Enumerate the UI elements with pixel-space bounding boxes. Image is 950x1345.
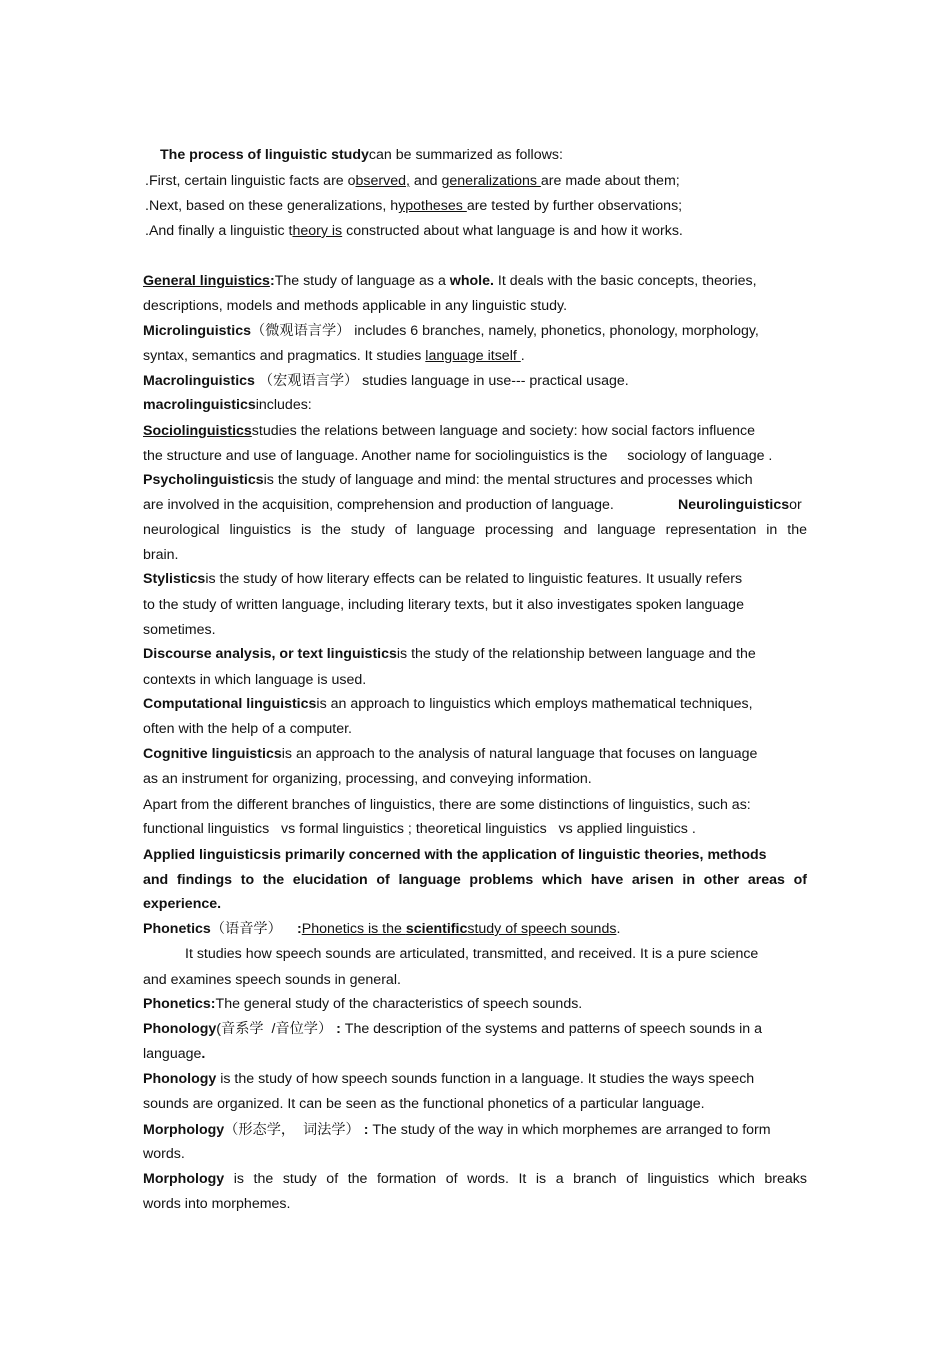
sociolinguistics-line-2: the structure and use of language. Another name for sociolinguistics is the sociology of language . xyxy=(143,448,773,464)
macrolinguistics-term: Macrolinguistics xyxy=(143,373,255,389)
applied-linguistics-line-1: Applied linguisticsis primarily concerned with the application of linguistic theories, methods xyxy=(143,847,767,863)
phonology-line-1: Phonology(音系学 /音位学） : The description of the systems and patterns of speech sounds in a xyxy=(143,1021,762,1037)
stylistics-line-2: to the study of written language, including literary texts, but it also investigates spoken language xyxy=(143,597,744,613)
morphology-term-2: Morphology xyxy=(143,1171,225,1187)
intro-heading-line: The process of linguistic studycan be summarized as follows: xyxy=(160,147,563,163)
phonology-line-2: language. xyxy=(143,1046,206,1062)
microlinguistics-term: Microlinguistics xyxy=(143,323,251,339)
microlinguistics-line-1: Microlinguistics（微观语言学） includes 6 branches, namely, phonetics, phonology, morphology, xyxy=(143,323,759,339)
phonetics-line-3: and examines speech sounds in general. xyxy=(143,972,401,988)
intro-step-3: .And finally a linguistic theory is constructed about what language is and how it works. xyxy=(145,223,683,239)
cognitive-linguistics-line-1: Cognitive linguisticsis an approach to the analysis of natural language that focuses on language xyxy=(143,746,758,762)
computational-linguistics-term: Computational linguistics xyxy=(143,696,317,712)
stylistics-line-3: sometimes. xyxy=(143,622,216,638)
cognitive-linguistics-term: Cognitive linguistics xyxy=(143,746,282,762)
phonology-line-4: sounds are organized. It can be seen as the functional phonetics of a particular language. xyxy=(143,1096,705,1112)
psycholinguistics-line-3: neurological linguistics is the study of language processing and language representation in the xyxy=(143,522,807,538)
stylistics-term: Stylistics xyxy=(143,571,206,587)
morphology-line-3: Morphology is the study of the formation of words. It is a branch of linguistics which breaks xyxy=(143,1171,807,1187)
stylistics-line-1: Stylisticsis the study of how literary effects can be related to linguistic features. It usually refers xyxy=(143,571,743,587)
discourse-analysis-line-2: contexts in which language is used. xyxy=(143,672,367,688)
discourse-analysis-term: Discourse analysis, or text linguistics xyxy=(143,646,397,662)
sociolinguistics-term: Sociolinguistics xyxy=(143,423,252,439)
general-linguistics-line-2: descriptions, models and methods applicable in any linguistic study. xyxy=(143,298,568,314)
intro-heading: The process of linguistic study xyxy=(160,147,369,163)
morphology-line-4: words into morphemes. xyxy=(143,1196,291,1212)
psycholinguistics-term: Psycholinguistics xyxy=(143,472,264,488)
phonetics-line-1: Phonetics（语音学） :Phonetics is the scientificstudy of speech sounds. xyxy=(143,921,621,937)
phonetics-term: Phonetics xyxy=(143,921,211,937)
intro-step-2: .Next, based on these generalizations, hypotheses are tested by further observations; xyxy=(145,198,683,214)
phonology-term: Phonology xyxy=(143,1021,217,1037)
applied-linguistics-term: Applied linguistics xyxy=(143,847,270,863)
distinctions-line-1: Apart from the different branches of linguistics, there are some distinctions of linguistics, such as: xyxy=(143,797,751,813)
morphology-line-2: words. xyxy=(143,1146,185,1162)
computational-linguistics-line-1: Computational linguisticsis an approach to linguistics which employs mathematical techniques, xyxy=(143,696,753,712)
phonology-term-2: Phonology xyxy=(143,1071,217,1087)
psycholinguistics-line-2: are involved in the acquisition, comprehension and production of language. Neurolinguisticsor xyxy=(143,497,802,513)
general-linguistics-line-1: General linguistics:The study of language as a whole. It deals with the basic concepts, theories, xyxy=(143,273,757,289)
intro-step-1: .First, certain linguistic facts are observed, and generalizations are made about them; xyxy=(145,173,680,189)
discourse-analysis-line-1: Discourse analysis, or text linguisticsis the study of the relationship between language and the xyxy=(143,646,756,662)
phonology-line-3: Phonology is the study of how speech sounds function in a language. It studies the ways speech xyxy=(143,1071,755,1087)
phonetics-line-4: Phonetics:The general study of the characteristics of speech sounds. xyxy=(143,996,583,1012)
sociolinguistics-line-1: Sociolinguisticsstudies the relations between language and society: how social factors influence xyxy=(143,423,755,439)
morphology-line-1: Morphology（形态学， 词法学） : The study of the way in which morphemes are arranged to form xyxy=(143,1122,771,1138)
applied-linguistics-line-3: experience. xyxy=(143,896,222,912)
macrolinguistics-line-1: Macrolinguistics （宏观语言学） studies language in use--- practical usage. xyxy=(143,373,629,389)
macrolinguistics-line-2: macrolinguisticsincludes: xyxy=(143,397,312,413)
phonetics-line-2: It studies how speech sounds are articulated, transmitted, and received. It is a pure science xyxy=(185,946,759,962)
morphology-term: Morphology xyxy=(143,1122,225,1138)
applied-linguistics-line-2: and findings to the elucidation of language problems which have arisen in other areas of xyxy=(143,872,807,888)
neurolinguistics-term: Neurolinguistics xyxy=(678,497,790,513)
computational-linguistics-line-2: often with the help of a computer. xyxy=(143,721,353,737)
phonetics-term-2: Phonetics: xyxy=(143,996,216,1012)
psycholinguistics-line-4: brain. xyxy=(143,547,179,563)
microlinguistics-line-2: syntax, semantics and pragmatics. It studies language itself . xyxy=(143,348,525,364)
general-linguistics-term: General linguistics xyxy=(143,273,270,289)
cognitive-linguistics-line-2: as an instrument for organizing, processing, and conveying information. xyxy=(143,771,592,787)
psycholinguistics-line-1: Psycholinguisticsis the study of language and mind: the mental structures and processes which xyxy=(143,472,753,488)
distinctions-line-2: functional linguistics vs formal linguistics ; theoretical linguistics vs applied linguistics . xyxy=(143,821,696,837)
